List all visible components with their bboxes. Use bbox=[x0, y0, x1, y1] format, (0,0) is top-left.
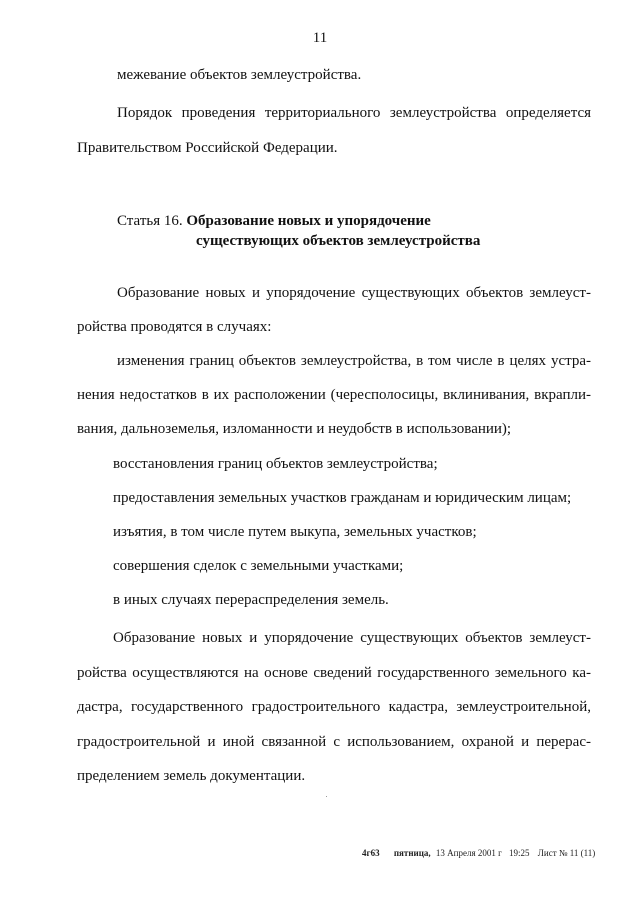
list-item-line: нения недостатков в их расположении (чересполосицы, вклинивания, вкрапли- bbox=[77, 387, 591, 403]
scan-speck bbox=[326, 796, 327, 797]
paragraph-line: Образование новых и упорядочение существующих объектов землеуст- bbox=[117, 285, 591, 301]
list-item: предоставления земельных участков гражданам и юридическим лицам; bbox=[113, 490, 572, 506]
list-item-line: изменения границ объектов землеустройства, в том числе в целях устра- bbox=[117, 353, 591, 369]
page-number: 11 bbox=[312, 30, 328, 46]
paragraph-line: Правительством Российской Федерации. bbox=[77, 140, 338, 156]
article-number: Статья 16. bbox=[117, 213, 183, 229]
list-item-line: вания, дальноземелья, изломанности и неудобств в использовании); bbox=[77, 421, 512, 437]
article-title-line-2: существующих объектов землеустройства bbox=[196, 233, 481, 249]
footer-date: 13 Апреля 2001 г bbox=[435, 848, 502, 858]
paragraph-line: дастра, государственного градостроительного кадастра, землеустроительной, bbox=[77, 699, 591, 715]
list-item: в иных случаях перераспределения земель. bbox=[113, 592, 389, 608]
paragraph-line: ройства проводятся в случаях: bbox=[77, 319, 272, 335]
footer-time: 19:25 bbox=[509, 848, 530, 858]
paragraph-line: межевание объектов землеустройства. bbox=[117, 67, 362, 83]
paragraph-line: ройства осуществляются на основе сведений государственного земельного ка- bbox=[77, 665, 591, 681]
print-footer bbox=[362, 848, 595, 859]
footer-day: пятница, bbox=[393, 848, 431, 858]
paragraph-line: пределением земель документации. bbox=[77, 768, 306, 784]
list-item: восстановления границ объектов землеустройства; bbox=[113, 456, 438, 472]
footer-code: 4г63 bbox=[362, 848, 380, 858]
paragraph-line: Порядок проведения территориального землеустройства определяется bbox=[117, 105, 591, 121]
paragraph-line: градостроительной и иной связанной с использованием, охраной и перерас- bbox=[77, 734, 591, 750]
article-title-line-1: Образование новых и упорядочение bbox=[186, 213, 431, 229]
footer-sheet: Лист № 11 (11) bbox=[537, 848, 596, 858]
list-item: изъятия, в том числе путем выкупа, земельных участков; bbox=[113, 524, 477, 540]
list-item: совершения сделок с земельными участками; bbox=[113, 558, 404, 574]
paragraph-line: Образование новых и упорядочение существующих объектов землеуст- bbox=[113, 630, 591, 646]
article-heading-line-1 bbox=[117, 212, 431, 230]
